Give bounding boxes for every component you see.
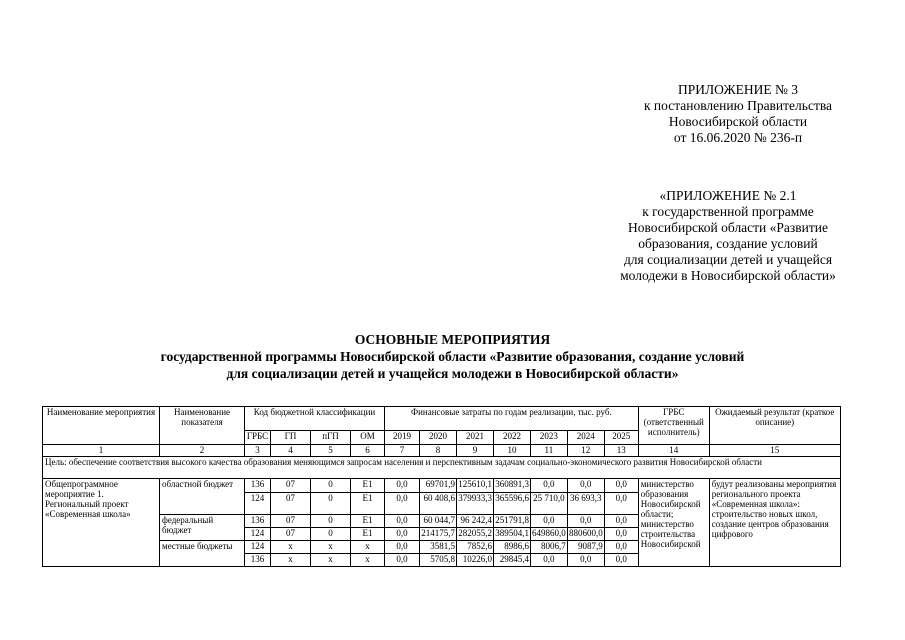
col-number: 10 (494, 445, 531, 457)
col-number: 1 (43, 445, 160, 457)
cell-value: 649860,0 (531, 528, 568, 541)
cell-gp: x (271, 554, 311, 567)
cell-value: 9087,9 (567, 541, 604, 554)
cell-grbs: 136 (245, 515, 271, 528)
cell-pgp: x (311, 541, 351, 554)
cell-gp: x (271, 541, 311, 554)
event-name-cell: Общепрограммное мероприятие 1. Региональный проект «Современная школа» (43, 479, 160, 567)
header-year: 2024 (567, 431, 604, 445)
indicator-cell: местные бюджеты (160, 541, 245, 567)
cell-pgp: 0 (311, 528, 351, 541)
cell-value: 0,0 (604, 541, 638, 554)
cell-value: 25 710,0 (531, 493, 568, 515)
appendix-line: от 16.06.2020 № 236-п (673, 130, 803, 145)
cell-grbs: 124 (245, 493, 271, 515)
cell-value: 60 408,6 (420, 493, 457, 515)
cell-value: 3581,5 (420, 541, 457, 554)
header-code-grbs: ГРБС (245, 431, 271, 445)
header-year: 2025 (604, 431, 638, 445)
result-cell: будут реализованы мероприятия регионального проекта «Современная школа»: строительство новых школ, создание центров образования цифрового (709, 479, 840, 567)
col-number: 5 (311, 445, 351, 457)
cell-value: 0,0 (567, 554, 604, 567)
header-year: 2019 (385, 431, 420, 445)
cell-value: 0,0 (385, 541, 420, 554)
header-code-pgp: пГП (311, 431, 351, 445)
header-finance: Финансовые затраты по годам реализации, тыс. руб. (385, 407, 639, 431)
header-year: 2022 (494, 431, 531, 445)
header-budget-code: Код бюджетной классификации (245, 407, 385, 431)
cell-gp: 07 (271, 479, 311, 493)
col-number: 7 (385, 445, 420, 457)
header-indicator-name: Наименование показателя (160, 407, 245, 445)
goal-row: Цель: обеспечение соответствия высокого качества образования меняющимся запросам населения и перспективным задачам социально-экономического развития Новосибирской области (43, 457, 841, 479)
appendix2-header (603, 188, 853, 284)
cell-grbs: 136 (245, 554, 271, 567)
col-number: 6 (351, 445, 385, 457)
cell-om: E1 (351, 515, 385, 528)
cell-value: 0,0 (604, 528, 638, 541)
cell-value: 0,0 (385, 515, 420, 528)
col-number: 3 (245, 445, 271, 457)
appendix2-line: образования, создание условий (638, 236, 818, 251)
cell-om: E1 (351, 479, 385, 493)
col-number: 8 (420, 445, 457, 457)
cell-om: x (351, 554, 385, 567)
appendix2-line: молодежи в Новосибирской области» (620, 268, 836, 283)
cell-value: 214175,7 (420, 528, 457, 541)
indicator-cell: областной бюджет (160, 479, 245, 515)
appendix-line: ПРИЛОЖЕНИЕ № 3 (677, 82, 799, 97)
header-code-om: ОМ (351, 431, 385, 445)
col-number: 15 (709, 445, 840, 457)
appendix2-line: к государственной программе (642, 204, 814, 219)
cell-grbs: 124 (245, 541, 271, 554)
appendix2-line: для социализации детей и учащейся (623, 252, 833, 267)
col-number: 14 (638, 445, 709, 457)
appendix-line: к постановлению Правительства (643, 98, 833, 113)
col-number: 13 (604, 445, 638, 457)
cell-value: 0,0 (567, 479, 604, 493)
cell-gp: 07 (271, 493, 311, 515)
indicator-cell: федеральный бюджет (160, 515, 245, 541)
document-subtitle-line1: государственной программы Новосибирской области «Развитие образования, создание условий (160, 349, 745, 364)
col-number: 2 (160, 445, 245, 457)
cell-value: 0,0 (604, 554, 638, 567)
cell-value: 389504,1 (494, 528, 531, 541)
events-table (42, 406, 841, 567)
cell-value: 360891,3 (494, 479, 531, 493)
cell-value: 96 242,4 (457, 515, 494, 528)
cell-value: 0,0 (385, 528, 420, 541)
cell-value: 7852,6 (457, 541, 494, 554)
col-number: 12 (567, 445, 604, 457)
header-year: 2023 (531, 431, 568, 445)
cell-value: 0,0 (531, 479, 568, 493)
document-title: ОСНОВНЫЕ МЕРОПРИЯТИЯ (354, 332, 551, 347)
document-subtitle-line2: для социализации детей и учащейся молодежи в Новосибирской области» (226, 366, 679, 381)
appendix2-line: Новосибирской области «Развитие (628, 220, 828, 235)
cell-value: 10226,0 (457, 554, 494, 567)
col-number: 4 (271, 445, 311, 457)
cell-value: 60 044,7 (420, 515, 457, 528)
cell-om: E1 (351, 528, 385, 541)
cell-value: 0,0 (604, 479, 638, 493)
appendix-header (618, 82, 858, 146)
col-number: 11 (531, 445, 568, 457)
cell-value: 8006,7 (531, 541, 568, 554)
header-year: 2021 (457, 431, 494, 445)
cell-value: 29845,4 (494, 554, 531, 567)
cell-grbs: 136 (245, 479, 271, 493)
appendix-line: Новосибирской области (668, 114, 808, 129)
cell-grbs: 124 (245, 528, 271, 541)
cell-value: 0,0 (604, 515, 638, 528)
header-expected-result: Ожидаемый результат (краткое описание) (709, 407, 840, 445)
cell-gp: 07 (271, 528, 311, 541)
appendix2-line: «ПРИЛОЖЕНИЕ № 2.1 (659, 188, 797, 203)
cell-pgp: x (311, 554, 351, 567)
cell-value: 0,0 (531, 554, 568, 567)
cell-pgp: 0 (311, 479, 351, 493)
cell-value: 0,0 (385, 479, 420, 493)
header-grbs-executor: ГРБС (ответственный исполнитель) (638, 407, 709, 445)
cell-value: 8986,6 (494, 541, 531, 554)
cell-value: 379933,3 (457, 493, 494, 515)
header-event-name: Наименование мероприятия (43, 407, 160, 445)
executor-cell: министерство образования Новосибирской области; министерство строительства Новосибирской (638, 479, 709, 567)
cell-value: 0,0 (604, 493, 638, 515)
cell-value: 251791,8 (494, 515, 531, 528)
cell-value: 0,0 (531, 515, 568, 528)
cell-value: 0,0 (385, 554, 420, 567)
cell-value: 36 693,3 (567, 493, 604, 515)
cell-value: 5705,8 (420, 554, 457, 567)
cell-value: 125610,1 (457, 479, 494, 493)
cell-gp: 07 (271, 515, 311, 528)
col-number: 9 (457, 445, 494, 457)
cell-value: 880600,0 (567, 528, 604, 541)
cell-value: 0,0 (567, 515, 604, 528)
header-code-gp: ГП (271, 431, 311, 445)
cell-value: 365596,6 (494, 493, 531, 515)
cell-value: 69701,9 (420, 479, 457, 493)
cell-pgp: 0 (311, 515, 351, 528)
cell-value: 282055,2 (457, 528, 494, 541)
cell-value: 0,0 (385, 493, 420, 515)
cell-om: x (351, 541, 385, 554)
cell-om: E1 (351, 493, 385, 515)
header-year: 2020 (420, 431, 457, 445)
cell-pgp: 0 (311, 493, 351, 515)
